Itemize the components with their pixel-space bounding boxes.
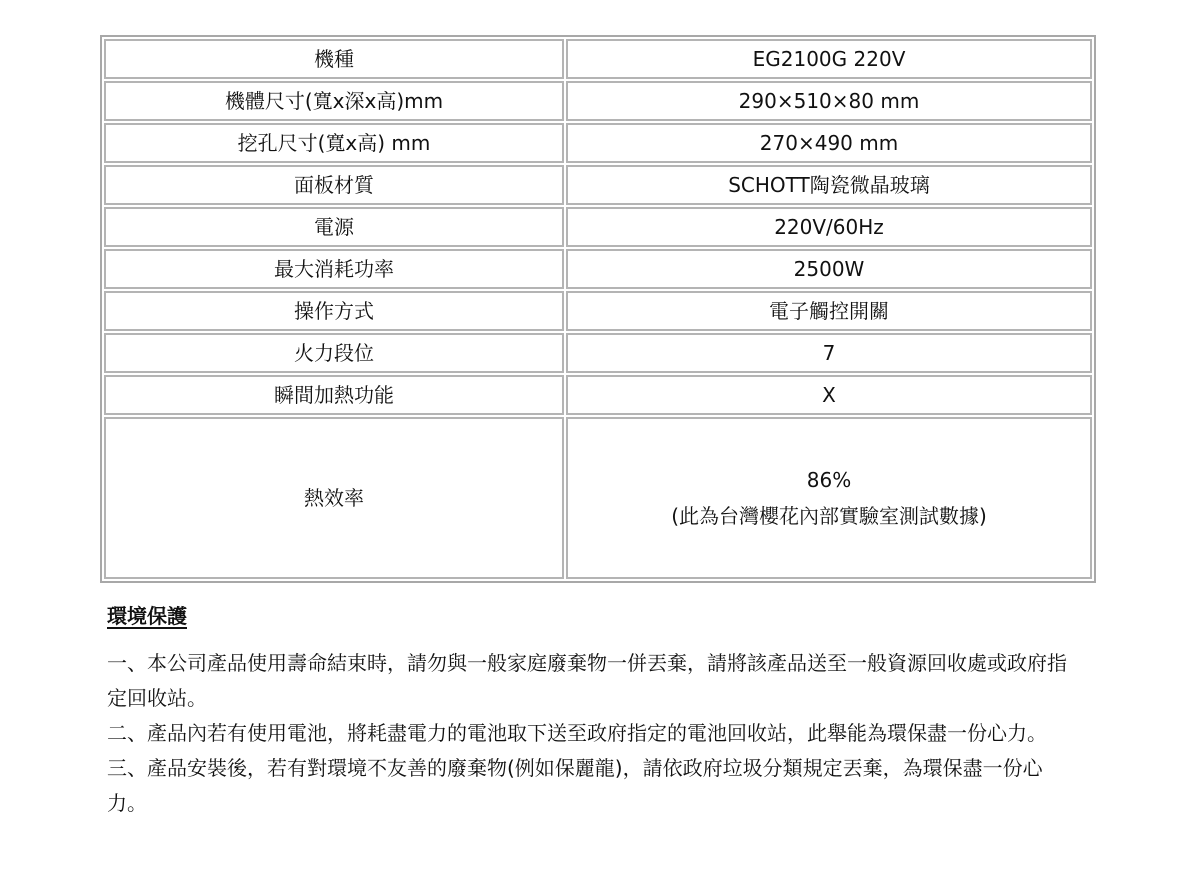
spec-table [100, 35, 1096, 583]
table-row [104, 207, 1092, 247]
table-row [104, 81, 1092, 121]
spec-value-efficiency-cell [566, 417, 1092, 579]
table-row [104, 39, 1092, 79]
spec-value-heat-levels: 7 [566, 333, 1092, 373]
environment-title: 環境保護 [107, 604, 187, 628]
spec-value-efficiency: 86% [806, 468, 852, 492]
spec-value-operation: 電子觸控開關 [566, 291, 1092, 331]
table-row [104, 123, 1092, 163]
spec-value-max-power: 2500W [566, 249, 1092, 289]
environment-section [107, 598, 1107, 821]
table-row [104, 375, 1092, 415]
spec-value-panel-material: SCHOTT陶瓷微晶玻璃 [566, 165, 1092, 205]
spec-value-cutout-size: 270×490 mm [566, 123, 1092, 163]
table-row [104, 333, 1092, 373]
table-row [104, 291, 1092, 331]
environment-paragraph-1: 一、本公司產品使用壽命結束時，請勿與一般家庭廢棄物一併丟棄，請將該產品送至一般資源回收處或政府指定回收站。 [107, 651, 1067, 710]
spec-label-operation: 操作方式 [104, 291, 564, 331]
spec-value-body-size: 290×510×80 mm [566, 81, 1092, 121]
environment-paragraph-3: 三、產品安裝後，若有對環境不友善的廢棄物(例如保麗龍)，請依政府垃圾分類規定丟棄，為環保盡一份心力。 [107, 756, 1043, 815]
table-row [104, 249, 1092, 289]
spec-label-panel-material: 面板材質 [104, 165, 564, 205]
spec-label-heat-levels: 火力段位 [104, 333, 564, 373]
spec-label-model: 機種 [104, 39, 564, 79]
spec-label-body-size: 機體尺寸(寬x深x高)mm [104, 81, 564, 121]
spec-label-efficiency: 熱效率 [104, 417, 564, 579]
spec-efficiency-note: (此為台灣櫻花內部實驗室測試數據) [671, 504, 987, 528]
environment-paragraph-2: 二、產品內若有使用電池，將耗盡電力的電池取下送至政府指定的電池回收站，此舉能為環保盡一份心力。 [107, 721, 1047, 745]
spec-label-cutout-size: 挖孔尺寸(寬x高) mm [104, 123, 564, 163]
spec-value-instant-heat: X [566, 375, 1092, 415]
spec-value-model: EG2100G 220V [566, 39, 1092, 79]
table-row [104, 417, 1092, 579]
spec-label-instant-heat: 瞬間加熱功能 [104, 375, 564, 415]
table-row [104, 165, 1092, 205]
spec-label-max-power: 最大消耗功率 [104, 249, 564, 289]
spec-value-power-source: 220V/60Hz [566, 207, 1092, 247]
spec-label-power-source: 電源 [104, 207, 564, 247]
